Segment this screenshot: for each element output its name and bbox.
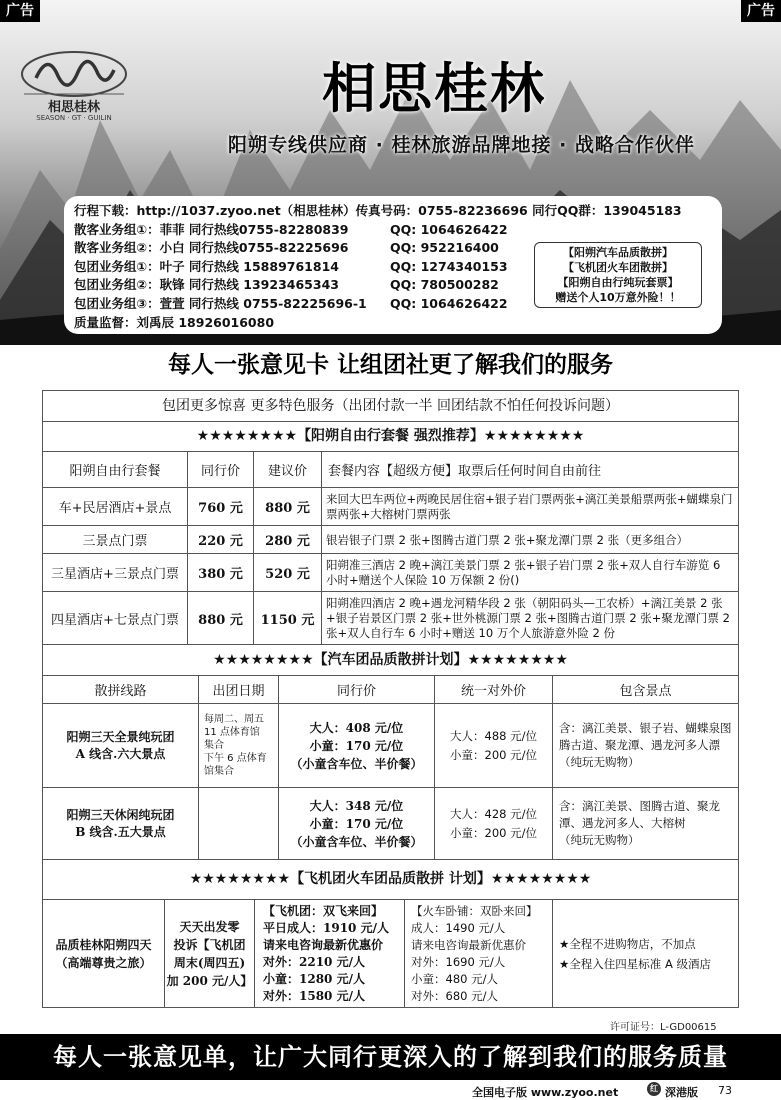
logo-subtitle: SEASON · GT · GUILIN bbox=[36, 114, 112, 122]
itinerary-table bbox=[42, 390, 739, 1008]
table-header-row bbox=[43, 452, 738, 488]
table-row: 三景点门票 220 元 280 元 银岩银子门票 2 张+图腾古道门票 2 张+聚龙潭门票 2 张（更多组合） bbox=[43, 526, 738, 554]
contact-line: 质量监督：刘禹辰 18926016080 bbox=[74, 314, 275, 330]
contact-line: 包团业务组③：萱萱 同行热线 0755-82225696-1 QQ: 1064626422 bbox=[74, 295, 508, 311]
ad-label-left: 广告 bbox=[0, 0, 40, 22]
col-header: 包含景点 bbox=[619, 684, 672, 699]
table-row: 车+民居酒店+景点 760 元 880 元 来回大巴车两位+两晚民居住宿+银子岩门票两张+漓江美景船票两张+蝴蝶泉门票两张+大榕树门票两张 bbox=[43, 488, 738, 526]
table-row: 四星酒店+七景点门票 880 元 1150 元 阳朔准四酒店 2 晚+遇龙河精华段 2 张（朝阳码头—工农桥）+漓江美景 2 张+银子岩景区门票 2 张+世外桃源门票 2 张+图腾古道门票 2 张+聚龙潭门票 2 张+双人自行车 6 小时+赠送 10 万个人旅游意外险 2 份 bbox=[43, 592, 738, 645]
col-header: 统一对外价 bbox=[435, 676, 553, 703]
intro-row bbox=[43, 391, 738, 422]
intro-text: 包团更多惊喜 更多特色服务（出团付款一半 回团结款不怕任何投诉问题） bbox=[162, 398, 619, 414]
col-header: 出团日期 bbox=[199, 676, 279, 703]
page-footer bbox=[0, 1082, 781, 1100]
contact-line: 散客业务组①：菲菲 同行热线0755-82280839 QQ: 1064626422 bbox=[74, 221, 508, 237]
section-banner: ★★★★★★★★【飞机团火车团品质散拼 计划】★★★★★★★★ bbox=[43, 860, 738, 900]
contact-line: 散客业务组②：小白 同行热线0755-82225696 QQ: 952216400 bbox=[74, 240, 499, 256]
brand-title: 相思桂林 bbox=[322, 57, 546, 120]
section-banner: ★★★★★★★★【汽车团品质散拼计划】★★★★★★★★ bbox=[43, 645, 738, 676]
promo-scroll: 【阳朔汽车品质散拼】 【飞机团火车团散拼】 【阳朔自由行纯玩套票】 赠送个人10万意外险！！ bbox=[534, 242, 702, 308]
table-header-row bbox=[43, 676, 738, 704]
brand-logo bbox=[14, 48, 134, 138]
col-header: 建议价 bbox=[254, 452, 322, 487]
page-number: 73 bbox=[718, 1084, 732, 1097]
table-row: 三星酒店+三景点门票 380 元 520 元 阳朔准三酒店 2 晚+漓江美景门票 2 张+银子岩门票 2 张+双人自行车游览 6 小时+赠送个人保险 10 万保额 2 份() bbox=[43, 554, 738, 592]
col-header: 散拼线路 bbox=[43, 676, 199, 703]
section-banner: ★★★★★★★★【阳朔自由行套餐 强烈推荐】★★★★★★★★ bbox=[43, 422, 738, 452]
ad-label-right: 广告 bbox=[741, 0, 781, 22]
table-row: 阳朔三天全景纯玩团 A 线含.六大景点 每周二、周五 11 点体育馆 集合 下午 6 点体育 馆集合 大人：408 元/位 小童：170 元/位 （小童含车位、半价餐） 大人：488 元/位 小童：200 元/位 含：漓江美景、银子岩、蝴蝶泉图腾古道、聚龙潭、遇龙河多人漂 （纯玩无购物） bbox=[43, 704, 738, 788]
license-number: 许可证号：L-GD00615 bbox=[610, 1022, 717, 1033]
table-row: 品质桂林阳朔四天 （高端尊贵之旅） 天天出发零 投诉【飞机团 周末(周四五) 加 200 元/人】 【飞机团：双飞来回】 平日成人：1910 元/人 请来电咨询最新优惠价 对外：2210 元/人 小童：1280 元/人 对外：1580 元/人 【火车卧铺：双卧来回】 成人：1490 元/人 请来电咨询最新优惠价 对外：1690 元/人 小童：480 元/人 对外：680 元/人 ★全程不进购物店，不加点 ★全程入住四星标准 A 级酒店 bbox=[43, 900, 738, 1007]
col-header: 同行价 bbox=[279, 676, 435, 703]
contact-line: 行程下载：http://1037.zyoo.net（相思桂林）传真号码：0755-82236696 同行QQ群：139045183 bbox=[74, 203, 682, 218]
col-header: 套餐内容【超级方便】取票后任何时间自由前往 bbox=[328, 464, 602, 479]
contact-card bbox=[64, 196, 722, 334]
slogan: 阳朔专线供应商 · 桂林旅游品牌地接 · 战略合作伙伴 bbox=[228, 134, 695, 156]
edition-badge-icon: 红 bbox=[647, 1082, 661, 1096]
logo-name: 相思桂林 bbox=[47, 100, 100, 115]
col-header: 同行价 bbox=[188, 452, 254, 487]
contact-line: 包团业务组②：耿锋 同行热线 13923465343 QQ: 780500282 bbox=[74, 277, 499, 293]
website-link[interactable]: 全国电子版 www.zyoo.net bbox=[472, 1086, 619, 1099]
footer-slogan: 每人一张意见单，让广大同行更深入的了解到我们的服务质量 bbox=[0, 1034, 781, 1080]
col-header: 阳朔自由行套餐 bbox=[43, 452, 188, 487]
contact-line: 包团业务组①：叶子 同行热线 15889761814 QQ: 1274340153 bbox=[74, 258, 508, 274]
headline: 每人一张意见卡 让组团社更了解我们的服务 bbox=[167, 352, 613, 378]
wave-logo-icon bbox=[14, 48, 134, 98]
edition-label: 深港版 bbox=[665, 1086, 698, 1099]
header-banner bbox=[0, 0, 781, 345]
table-row: 阳朔三天休闲纯玩团 B 线含.五大景点 大人：348 元/位 小童：170 元/位 （小童含车位、半价餐） 大人：428 元/位 小童：200 元/位 含：漓江美景、图腾古道、聚龙潭、遇龙河多人、大榕树 （纯玩无购物） bbox=[43, 788, 738, 860]
